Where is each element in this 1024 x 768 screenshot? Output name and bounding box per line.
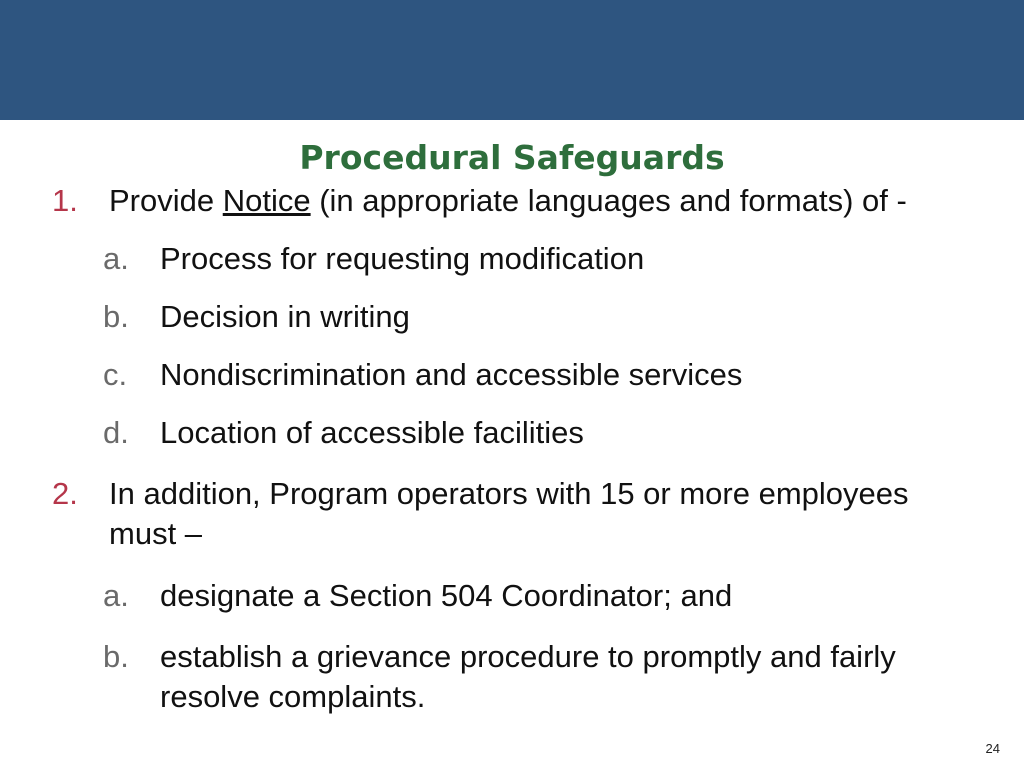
list-marker-2b: b.: [103, 639, 129, 674]
list-item-1-text: [109, 181, 907, 221]
item-1-text-after: (in appropriate languages and formats) of -: [310, 183, 907, 218]
list-marker-1d: d.: [103, 415, 129, 450]
list-marker-2: 2.: [52, 476, 78, 511]
list-marker-1a: a.: [103, 241, 129, 276]
list-marker-1: 1.: [52, 183, 78, 218]
list-subitem-1a-text: Process for requesting modification: [160, 241, 645, 276]
list-subitem-2b-line-2: resolve complaints.: [160, 679, 426, 714]
list-subitem-1c-text: Nondiscrimination and accessible services: [160, 357, 743, 392]
header-band: [0, 0, 1024, 120]
list-marker-2a: a.: [103, 578, 129, 613]
list-subitem-1b-text: Decision in writing: [160, 299, 410, 334]
list-subitem-2a-text: designate a Section 504 Coordinator; and: [160, 578, 733, 613]
list-item-2-line-2: must –: [109, 516, 203, 551]
page-number: 24: [985, 741, 1000, 756]
list-subitem-1d-text: Location of accessible facilities: [160, 415, 584, 450]
list-subitem-2b-line-1: establish a grievance procedure to promptly and fairly: [160, 639, 896, 674]
list-marker-1c: c.: [103, 357, 128, 392]
notice-underlined: Notice: [222, 183, 311, 218]
list-item-2-line-1: In addition, Program operators with 15 or more employees: [109, 476, 909, 511]
item-1-text-before: Provide: [109, 183, 223, 218]
slide-title: Procedural Safeguards: [299, 138, 725, 177]
list-marker-1b: b.: [103, 299, 129, 334]
